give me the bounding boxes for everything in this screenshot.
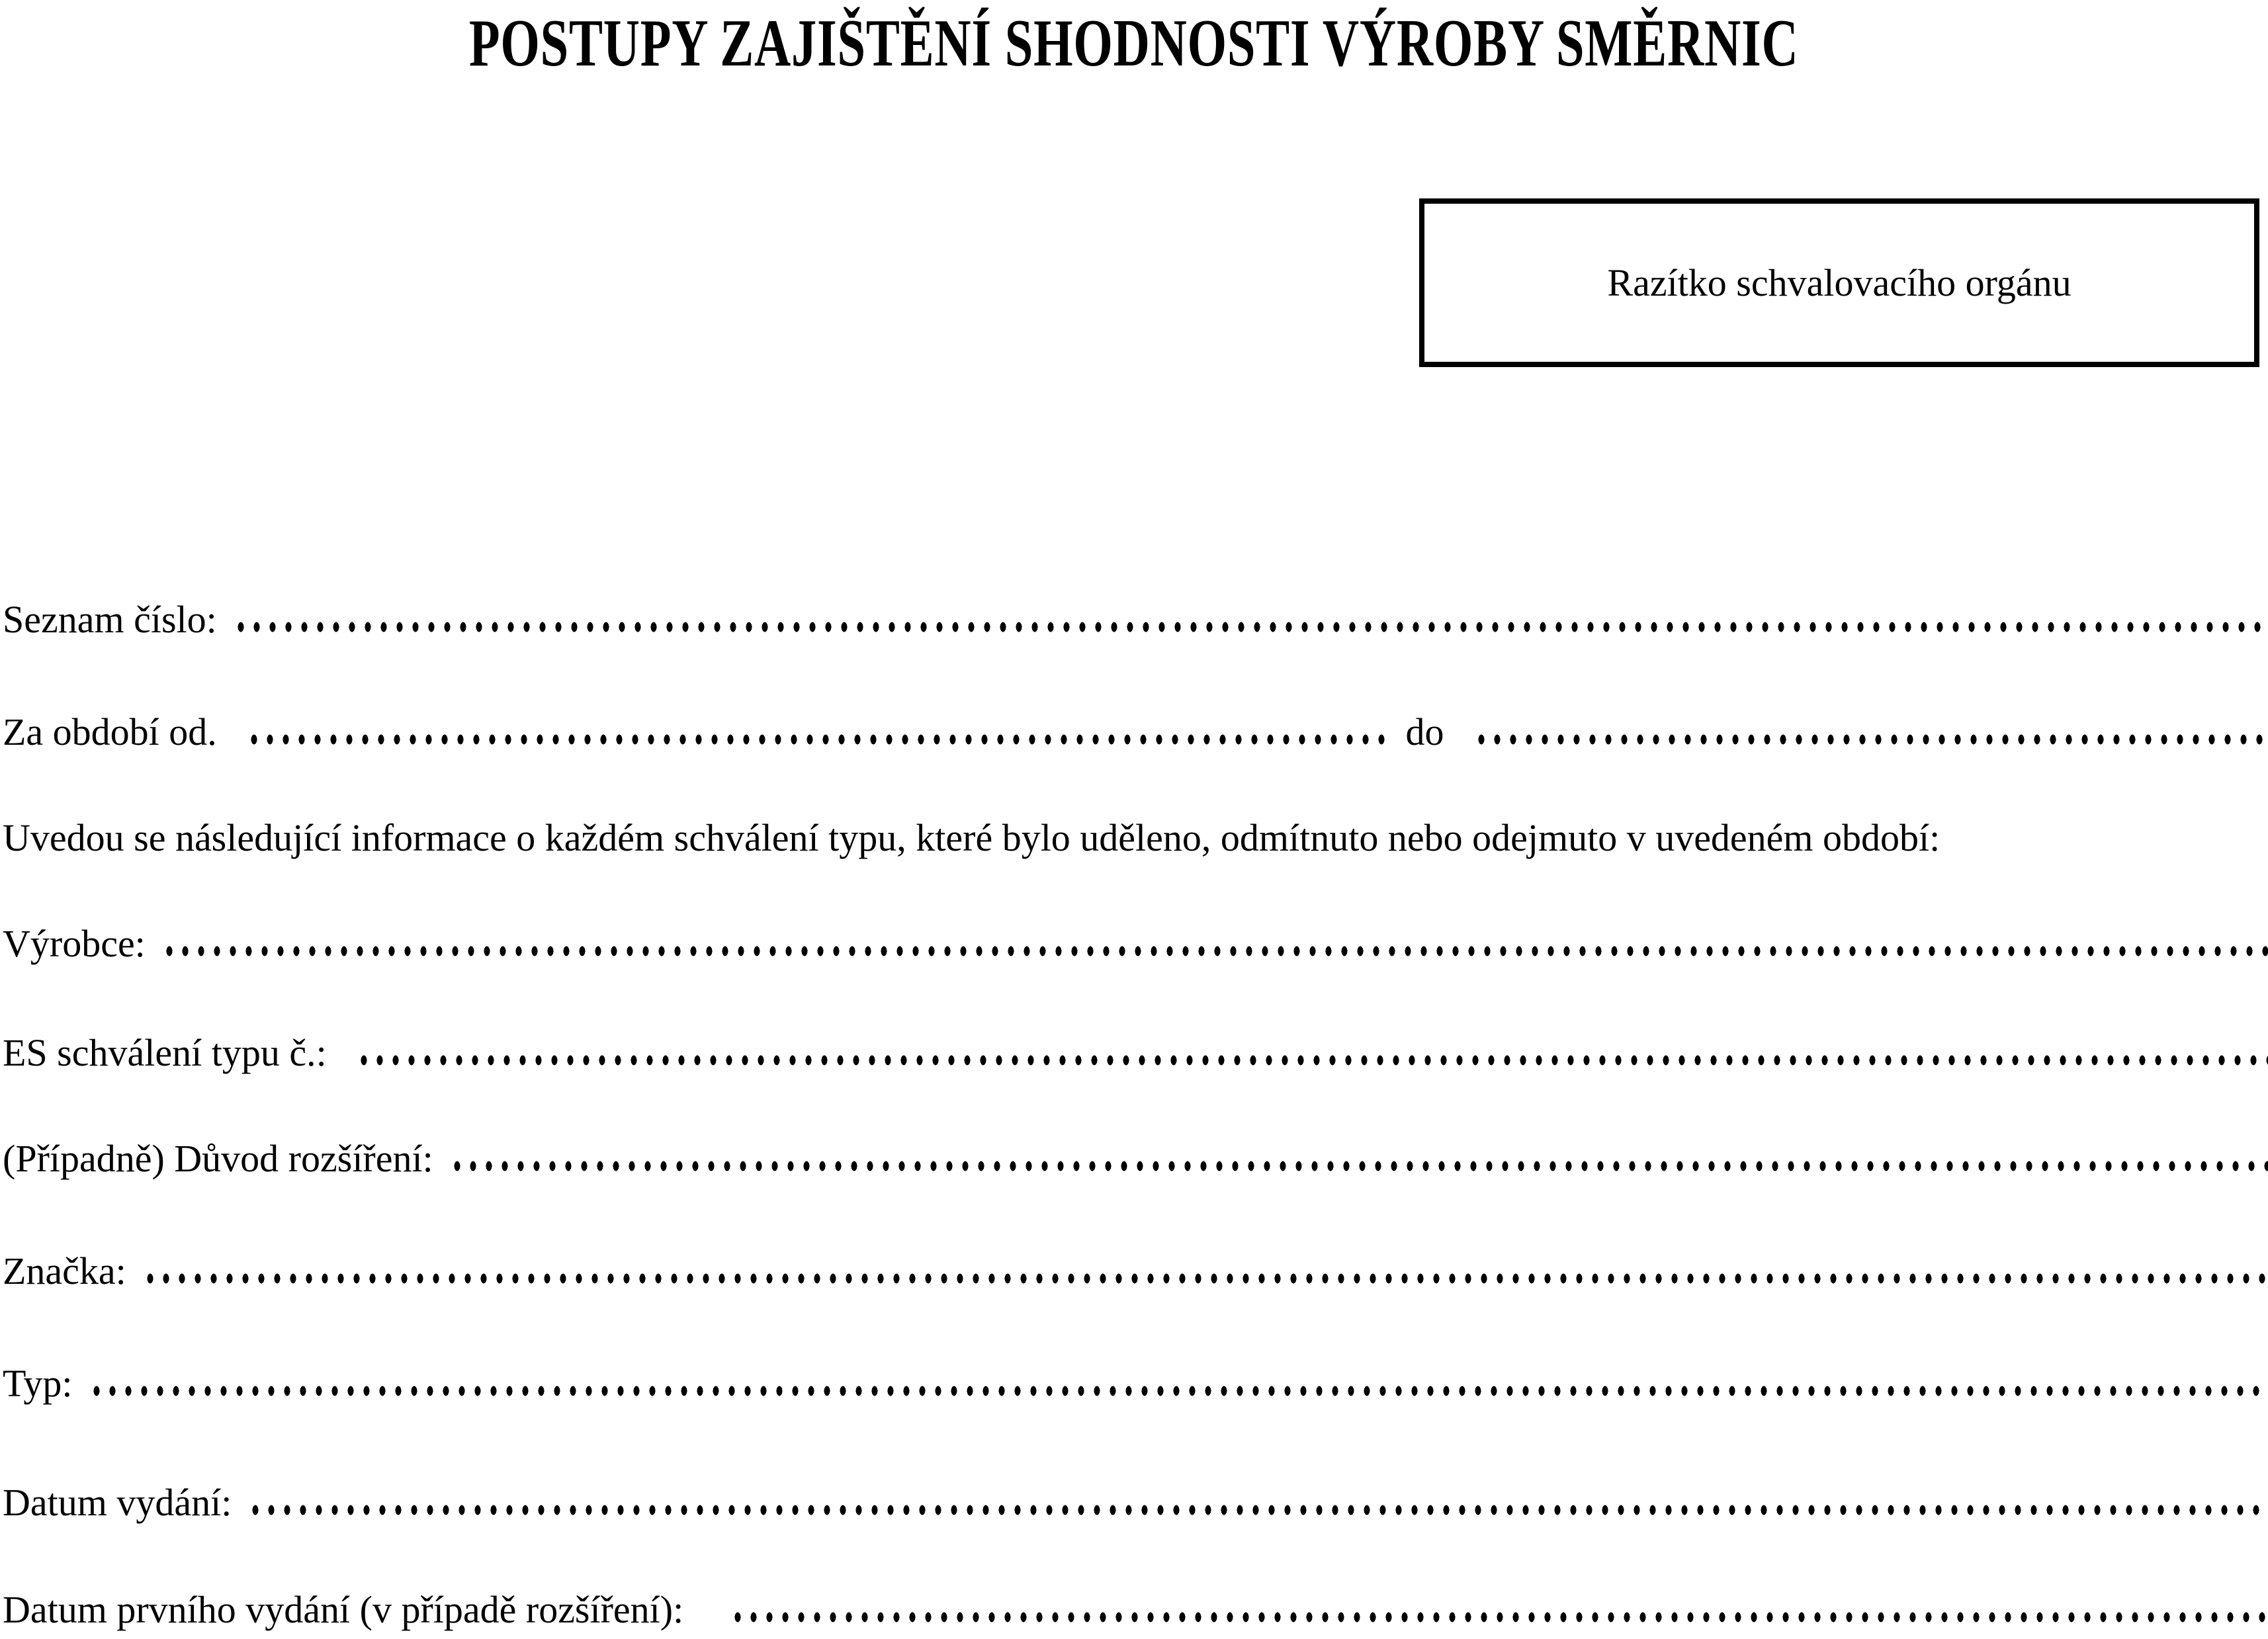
dotted-fill-line [142,1273,2268,1284]
field-label-vyrobce: Výrobce: [3,920,146,968]
dotted-fill-line [161,946,2268,956]
field-row-datum-prvniho-vydani [3,1586,2268,1639]
field-label-datum-vydani: Datum vydání: [3,1479,232,1527]
dotted-fill-line [449,1161,2268,1171]
field-label-znacka: Značka: [3,1247,126,1295]
page-title [0,4,2268,83]
field-label-seznam-cislo: Seznam číslo: [3,596,217,644]
field-label-za-obdobi-od: Za období od. [3,708,217,756]
dotted-fill-line [247,1505,2268,1515]
dotted-fill-line [233,622,2268,632]
field-label-duvod-rozsireni: (Případně) Důvod rozšíření: [3,1135,433,1183]
approval-authority-stamp-box [1419,198,2259,367]
field-row-datum-vydani [3,1479,2268,1532]
dotted-fill-line [356,1055,2268,1066]
field-row-duvod-rozsireni [3,1135,2268,1188]
field-row-vyrobce [3,920,2268,973]
field-row-es-schvaleni-typu [3,1029,2268,1082]
field-label-datum-prvniho-vydani: Datum prvního vydání (v případě rozšíření): [3,1586,683,1634]
field-row-typ [3,1360,2268,1413]
field-label-es-schvaleni-typu: ES schválení typu č.: [3,1029,327,1077]
intro-paragraph: Uvedou se následující informace o každém schválení typu, které bylo uděleno, odmítnuto nebo odejmuto v uvedeném období: [3,814,1940,867]
dotted-fill-line [246,734,1385,745]
field-row-seznam-cislo [3,596,2268,649]
dotted-fill-line [730,1612,2268,1622]
dotted-fill-line [89,1386,2268,1396]
dotted-fill-line [1473,734,2268,745]
page-title-text: POSTUPY ZAJIŠTĚNÍ SHODNOSTI VÝROBY SMĚRNIC [469,4,1799,83]
field-label-typ: Typ: [3,1360,73,1408]
field-row-za-obdobi [3,708,2268,761]
field-label-do: do [1406,708,1444,756]
field-row-znacka [3,1247,2268,1300]
stamp-box-label: Razítko schvalovacího orgánu [1607,261,2071,305]
